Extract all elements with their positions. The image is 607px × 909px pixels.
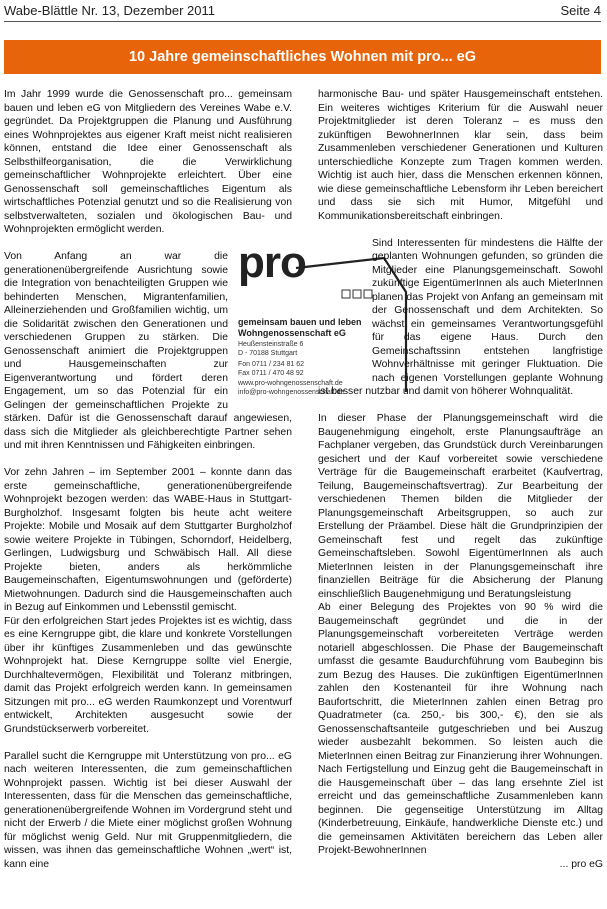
paragraph-text: Von Anfang an war die generationenübergreifende Ausrichtung sowie die Integration von benachteiligten Gruppen wie behinderten Menschen, Migrantenfamilien, Alleinerziehenden und Großfamilien wichtig, um die Solidarität zwischen den Generationen und verschiedenen Gruppen zu stärken. Die Genossenschaft animiert die Projektgruppen und Hausgemeinschaften zur Eigenverantwortung und fördert deren Engagement, um so das Potenzial für ein Gelingen der gemeinschaftlichen Projekte zu stärken. Dafür ist die Genossenschaft darauf angewiesen, dass sich die Mitglieder als gleichberechtigte Partner sehen und mit ihren Kenntnissen und Fähigkeiten einbringen. — [4, 251, 292, 451]
logo-company: Wohngenossenschaft eG — [238, 328, 346, 338]
logo-spacer — [318, 237, 368, 385]
logo-web: www.pro-wohngenossenschaft.de — [238, 380, 343, 387]
article-column-right — [318, 88, 603, 885]
issue-label: Wabe-Blättle Nr. 13, Dezember 2011 — [4, 3, 215, 18]
logo-brand: pro — [238, 238, 306, 287]
paragraph: Parallel sucht die Kerngruppe mit Unterstützung von pro... eG nach weiteren Interessenten, die zum gemeinschaftlichen Wohnprojekt passen. Wichtig ist bei dieser Auswahl der Interessenten, dass für die Menschen das gemeinschaftliche, generationenübergreifende Wohnen im Vordergrund steht und nicht der Erwerb / die Miete einer möglichst großen Wohnung für möglichst wenig Geld. Nur mit Gruppenmitgliedern, die wissen, was ihnen das gemeinschaftliche Wohnen „wert“ ist, kann eine — [4, 750, 292, 870]
signoff: ... pro eG — [559, 858, 603, 870]
article-title-banner — [4, 40, 601, 74]
paragraph: In dieser Phase der Planungsgemeinschaft wird die Baugenehmigung eingeholt, erste Planungsaufträge an Fachplaner vergeben, das Grundstück durch Vereinbarungen gesichert und der Kauf vorbereitet sowie verschiedene Verträge für die Baugemeinschaft erarbeitet (Kaufvertrag, Teilung, Baugemeinschaftsvertrag). Zur Bearbeitung der verschiedenen Themen bilden die Mitglieder der Planungsgemeinschaft Arbeitsgruppen, so auch zur Erstellung der Präambel. Diese hält die Grundprinzipien der Gemeinschaft fest und regelt das zukünftige Gemeinschaftsleben. Sowohl EigentümerInnen als auch MieterInnen leisten in der Planungsgemeinschaft ihre finanziellen Beiträge für die Absicherung der Planung einschließlich Baugenehmigung und Beratungsleistung — [318, 413, 603, 600]
article-title: 10 Jahre gemeinschaftliches Wohnen mit pro... eG — [128, 49, 477, 65]
paragraph: Im Jahr 1999 wurde die Genossenschaft pro... gemeinsam bauen und leben eG von Mitgliedern des Vereines Wabe e.V. gegründet. Da Projektgruppen die Planung und Ausführung eines Wohnprojektes aus eigener Kraft meist nicht realisieren können, entstand die Idee einer Genossenschaft als Selbsthilfeorganisation, die die Verwirklichung gemeinschaftlicher Wohnprojekte erleichtert. Über eine Genossenschaft soll gemeinschaftliches Eigentum als wirtschaftliches Potenzial genutzt und so die Realisierung von selbstverwalteten, sozialen und ökologischen Bau- und Wohnprojekten ermöglicht werden. — [4, 89, 292, 235]
paragraph-text: Sind Interessenten für mindestens die Hälfte der geplanten Wohnungen gefunden, so gründen die Mitglieder eine Planungsgemeinschaft. Sowohl zukünftige EigentümerInnen als auch MieterInnen planen das Projekt von Anfang an gemeinsam mit der Genossenschaft und dem Architekten. So wächst ein gemeinsames Verantwortungsgefühl für das eigene Haus. Durch den Gemeinschaftssinn entstehen langfristige Wohnverhältnisse mit geringer Fluktuation. Die nach eigenen Vorstellungen geplante Wohnung ist besser nutzbar und damit von höherer Wohnqualität. — [318, 237, 603, 397]
logo-fax: Fax 0711 / 470 48 92 — [238, 370, 304, 377]
page-number: Seite 4 — [560, 3, 601, 18]
paragraph: Vor zehn Jahren – im September 2001 – konnte dann das erste gemeinschaftliche, generationenübergreifende Wohnprojekt bezogen werden: das WABE-Haus in Stuttgart-Burgholzhof. Insgesamt folgten bis heute acht weitere Projekte: Mobile und Mosaik auf dem Stuttgarter Burgholzhof sowie weitere Projekte in Tübingen, Schorndorf, Heidelberg, Gerlingen, Ludwigsburg und Schwäbisch Hall. All diese Projekte bieten, anders als herkömmliche Baugemeinschaften, Eigentumswohnungen und (geförderte) Mietwohnungen. Dadurch sind die Hausgemeinschaften auch in Bezug auf Einkommen und Lebensstil gemischt. — [4, 467, 292, 613]
logo-tagline: gemeinsam bauen und leben — [238, 317, 362, 327]
logo-email: info@pro-wohngenossenschaft.de — [238, 389, 345, 396]
paragraph: Nach Fertigstellung und Einzug geht die Baugemeinschaft in die Hausgemeinschaft über – das lang ersehnte Ziel ist erreicht und das gemeinschaftliche Zusammenleben kann beginnen. Die gegenseitige Unterstützung im Alltag (Kinderbetreuung, Einkäufe, handwerkliche Dienste etc.) und die gemeinsamen Aktivitäten bereichern das Leben aller Projekt-BewohnerInnen — [318, 764, 603, 856]
logo-address-city: D - 70188 Stuttgart — [238, 350, 298, 357]
paragraph: Für den erfolgreichen Start jedes Projektes ist es wichtig, dass es eine Kerngruppe gibt, die klare und konkrete Vorstellungen über ihr künftiges Zusammenleben und das gewünschte Wohnprojekt hat. Diese Kerngruppe sollte viel Energie, Durchhaltevermögen, Flexibilität und Toleranz mitbringen, damit das Projekt erfolgreich werden kann. In gemeinsamen Sitzungen mit pro... eG werden Raumkonzept und Vorentwurf entwickelt, Architekten ausgesucht sowie der Grundstückserwerb vorbereitet. — [4, 615, 292, 735]
paragraph: Ab einer Belegung des Projektes von 90 % wird die Baugemeinschaft gegründet und die in der Planungsgemeinschaft vorbereiteten Verträge werden notariell abgeschlossen. Die Phase der Baugemeinschaft umfasst die gesamte Baudurchführung vom Baubeginn bis zum Bezug des Hauses. Die zukünftigen EigentümerInnen zahlen den Kostenanteil für ihre Wohnung nach Baufortschritt, die MieterInnen zahlen einen Betrag pro Quadratmeter (ca. 250,- bis 300,- €), den sie als Genossenschaftsanteile gutgeschrieben und bei Auszug wieder ausbezahlt bekommen. So leisten auch die MieterInnen einen Beitrag zur Finanzierung ihrer Wohnungen. — [318, 602, 603, 762]
page-header — [4, 2, 601, 20]
logo-address-street: Heußensteinstraße 6 — [238, 341, 304, 348]
paragraph — [318, 237, 603, 399]
logo-phone: Fon 0711 / 234 81 62 — [238, 361, 305, 368]
paragraph — [4, 238, 362, 453]
paragraph: harmonische Bau- und später Hausgemeinschaft entstehen. Ein weiteres wichtiges Kriterium für die Auswahl neuer Projektmitglieder ist deren Toleranz – es muss den zukünftigen BewohnerInnen klar sein, dass beim Zusammenleben verschiedener Generationen und Kulturen unterschiedliche Konzepte zum Tragen kommen werden. Wichtig ist auch hier, dass die Menschen erkennen können, wie diese gemeinschaftliche Lebensform ihr Leben bereichert und dass sie sich mit Humor, Mitgefühl und Kommunikationsbereitschaft einbringen. — [318, 89, 603, 222]
article-column-left — [4, 88, 362, 885]
header-rule — [4, 21, 601, 22]
